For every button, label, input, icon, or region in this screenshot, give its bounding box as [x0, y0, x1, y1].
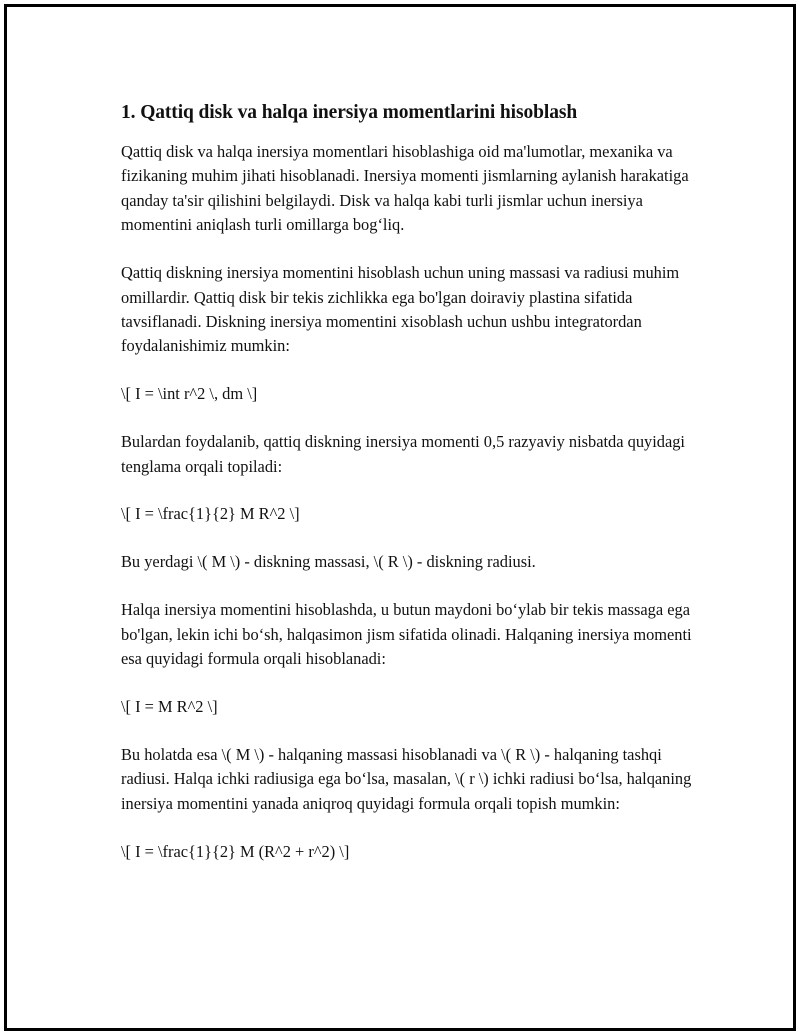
- formula-disk: \[ I = \frac{1}{2} M R^2 \]: [121, 504, 300, 524]
- paragraph-intro: Qattiq disk va halqa inersiya momentlari hisoblashiga oid ma'lumotlar, mexanika va fizikaning muhim jihati hisoblanadi. Inersiya momenti jismlarning aylanish harakatiga qanday ta'sir qilishini belgilaydi. Disk va halqa kabi turli jismlar uchun inersiya momentini aniqlash turli omillarga bog‘liq.: [121, 142, 689, 235]
- page-frame: [4, 4, 796, 1031]
- paragraph-ring-variables: Bu holatda esa \( M \) - halqaning massasi hisoblanadi va \( R \) - halqaning tashqi radiusi. Halqa ichki radiusiga ega bo‘lsa, masalan, \( r \) ichki radiusi bo‘lsa, halqaning inersiya momentini yanada aniqroq quyidagi formula orqali topish mumkin:: [121, 744, 692, 813]
- paragraph-disk-result: Bulardan foydalanib, qattiq diskning inersiya momenti 0,5 razyaviy nisbatda quyidagi tenglama orqali topiladi:: [121, 432, 685, 476]
- formula-integral: \[ I = \int r^2 \, dm \]: [121, 384, 258, 404]
- document-content: [121, 100, 706, 888]
- formula-ring: \[ I = M R^2 \]: [121, 697, 218, 716]
- formula-thick-ring: \[ I = \frac{1}{2} M (R^2 + r^2) \]: [121, 841, 350, 861]
- document-title: 1. Qattiq disk va halqa inersiya momentlarini hisoblash: [121, 102, 578, 123]
- paragraph-ring-description: Halqa inersiya momentini hisoblashda, u butun maydoni bo‘ylab bir tekis massaga ega bo'lgan, lekin ichi bo‘sh, halqasimon jism sifatida olinadi. Halqaning inersiya momenti esa quyidagi formula orqali hisoblanadi:: [121, 600, 692, 669]
- paragraph-disk-variables: Bu yerdagi \( M \) - diskning massasi, \( R \) - diskning radiusi.: [121, 552, 536, 572]
- paragraph-disk-description: Qattiq diskning inersiya momentini hisoblash uchun uning massasi va radiusi muhim omillardir. Qattiq disk bir tekis zichlikka ega bo'lgan doiraviy plastina sifatida tavsiflanadi. Diskning inersiya momentini xisoblash uchun ushbu integratordan foydalanishimiz mumkin:: [121, 263, 680, 356]
